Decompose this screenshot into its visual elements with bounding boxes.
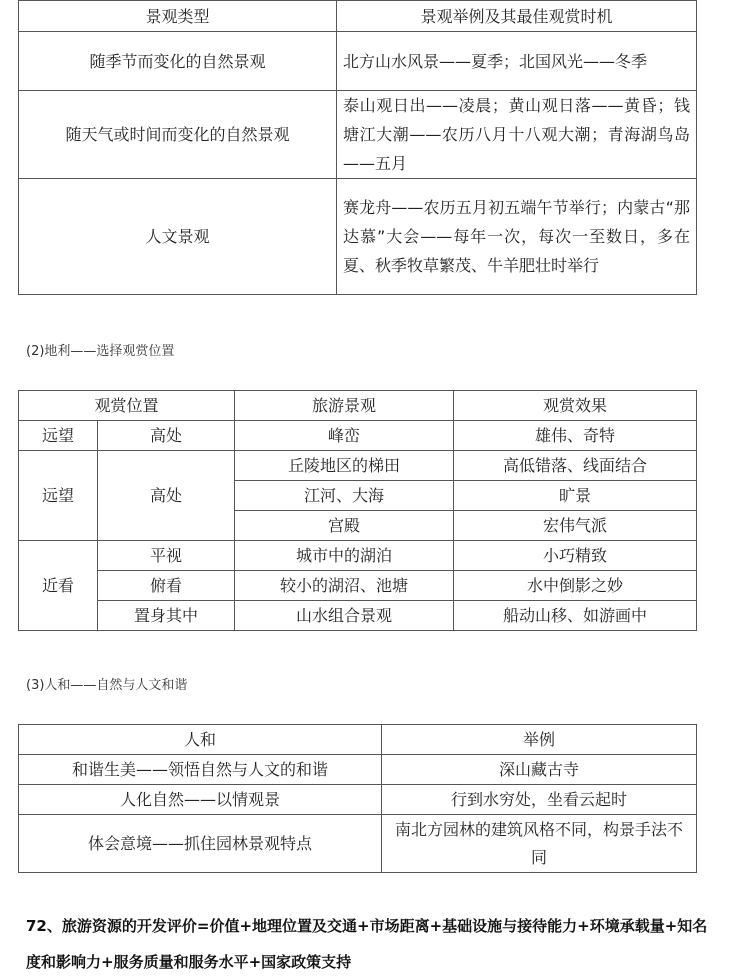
section-heading: (2)地利——选择观赏位置: [26, 344, 175, 359]
harmony-table: [18, 724, 697, 873]
table-header-cell: 景观举例及其最佳观赏时机: [337, 1, 697, 32]
table-header-cell: 观赏效果: [454, 391, 697, 421]
table-cell: 山水组合景观: [235, 601, 454, 631]
table-cell: 高处: [98, 451, 235, 541]
table-cell: 远望: [19, 421, 98, 451]
evaluation-paragraph: 72、旅游资源的开发评价=价值+地理位置及交通+市场距离+基础设施与接待能力+环境承载量+知名度和影响力+服务质量和服务水平+国家政策支持: [26, 917, 708, 971]
table-cell: 江河、大海: [235, 481, 454, 511]
section-heading: (3)人和——自然与人文和谐: [26, 678, 188, 693]
table-cell: 高低错落、线面结合: [454, 451, 697, 481]
table-cell: 峰峦: [235, 421, 454, 451]
viewing-position-table: [18, 390, 697, 631]
table-cell: 船动山移、如游画中: [454, 601, 697, 631]
table-cell: 俯看: [98, 571, 235, 601]
table-cell: 随季节而变化的自然景观: [19, 32, 337, 91]
table-cell: 随天气或时间而变化的自然景观: [19, 91, 337, 179]
table-cell: 平视: [98, 541, 235, 571]
table-cell: 城市中的湖泊: [235, 541, 454, 571]
table-header-cell: 旅游景观: [235, 391, 454, 421]
table-cell: 水中倒影之妙: [454, 571, 697, 601]
table-cell: 体会意境——抓住园林景观特点: [19, 815, 382, 873]
table-cell: 赛龙舟——农历五月初五端午节举行；内蒙古“那达慕”大会——每年一次，每次一至数日，多在夏、秋季牧草繁茂、牛羊肥壮时举行: [337, 179, 697, 295]
table-cell: 旷景: [454, 481, 697, 511]
table-cell: 南北方园林的建筑风格不同，构景手法不同: [382, 815, 697, 873]
table-cell: 行到水穷处，坐看云起时: [382, 785, 697, 815]
table-cell: 雄伟、奇特: [454, 421, 697, 451]
table-cell: 较小的湖沼、池塘: [235, 571, 454, 601]
table-header-cell: 举例: [382, 725, 697, 755]
table-header-cell: 观赏位置: [19, 391, 235, 421]
table-cell: 北方山水风景——夏季；北国风光——冬季: [337, 32, 697, 91]
table-cell: 宏伟气派: [454, 511, 697, 541]
table-cell: 远望: [19, 451, 98, 541]
table-cell: 近看: [19, 541, 98, 631]
table-cell: 和谐生美——领悟自然与人文的和谐: [19, 755, 382, 785]
table-cell: 泰山观日出——凌晨；黄山观日落——黄昏；钱塘江大潮——农历八月十八观大潮；青海湖鸟岛——五月: [337, 91, 697, 179]
table-cell: 高处: [98, 421, 235, 451]
table-cell: 人文景观: [19, 179, 337, 295]
table-cell: 丘陵地区的梯田: [235, 451, 454, 481]
table-cell: 宫殿: [235, 511, 454, 541]
scenery-timing-table: [18, 0, 697, 295]
table-cell: 小巧精致: [454, 541, 697, 571]
table-header-cell: 人和: [19, 725, 382, 755]
table-cell: 深山藏古寺: [382, 755, 697, 785]
table-cell: 人化自然——以情观景: [19, 785, 382, 815]
table-cell: 置身其中: [98, 601, 235, 631]
table-header-cell: 景观类型: [19, 1, 337, 32]
